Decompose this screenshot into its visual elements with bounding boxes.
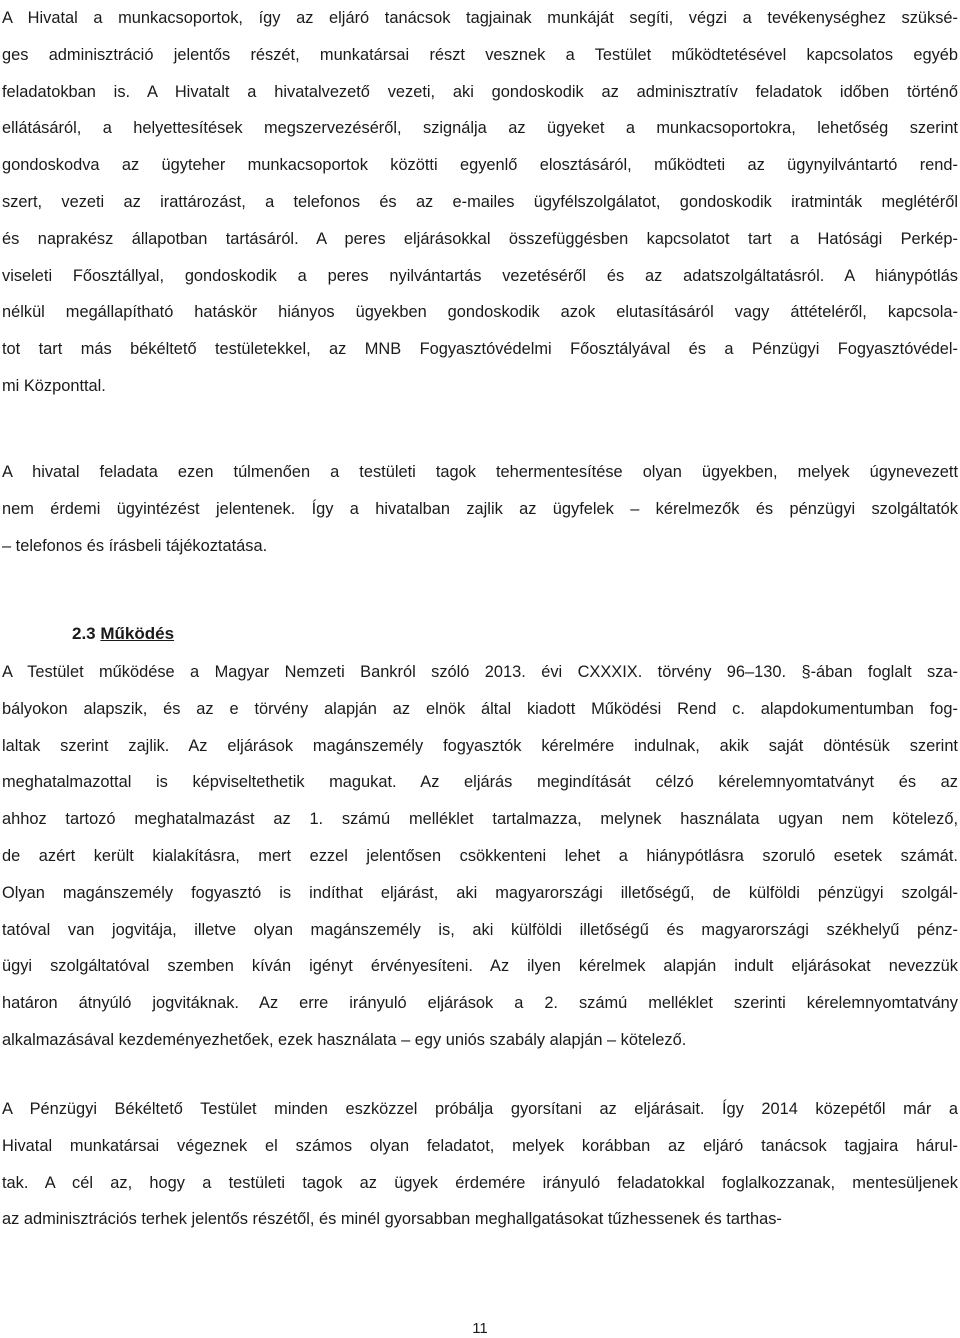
text-line: ellátásáról, a helyettesítések megszervezéséről, szignálja az ügyeket a munkacsoportokra, lehetőség szerint bbox=[2, 119, 958, 138]
text-line: de azért került kialakításra, mert ezzel jelentősen csökkenteni lehet a hiánypótlásra szoruló esetek számát. bbox=[2, 846, 958, 865]
text-line: alkalmazásával kezdeményezhetőek, ezek használata – egy uniós szabály alapján – kötelező. bbox=[2, 1030, 687, 1049]
text-line: tot tart más békéltető testületekkel, az MNB Fogyasztóvédelmi Főosztályával és a Pénzügyi Fogyasztóvédel- bbox=[2, 340, 958, 359]
text-line: meghatalmazottal is képviseltethetik magukat. Az eljárás megindítását célzó kérelemnyomtatványt és az bbox=[2, 773, 958, 792]
text-line: A Pénzügyi Békéltető Testület minden eszközzel próbálja gyorsítani az eljárásait. Így 2014 közepétől már a bbox=[2, 1100, 958, 1118]
text-line: tak. A cél az, hogy a testületi tagok az ügyek érdemére irányuló feladatokkal foglalkozzanak, mentesüljenek bbox=[2, 1173, 958, 1192]
paragraph-gyorsitas bbox=[2, 1091, 958, 1238]
text-line: gondoskodva az ügyteher munkacsoportok közötti egyenlő elosztásáról, működteti az ügynyilvántartó rend- bbox=[2, 156, 958, 175]
text-line: nem érdemi ügyintézést jelentenek. Így a hivatalban zajlik az ügyfelek – kérelmezők és pénzügyi szolgáltatók bbox=[2, 499, 958, 518]
text-line: ahhoz tartozó meghatalmazást az 1. számú melléklet tartalmazza, melynek használata ugyan nem kötelező, bbox=[2, 810, 958, 829]
paragraph-hivatal-tasks bbox=[2, 454, 958, 564]
section-heading bbox=[72, 616, 174, 652]
text-line: laltak szerint zajlik. Az eljárások magánszemély fogyasztók kérelmére indulnak, akik saját döntésük szerint bbox=[2, 736, 958, 755]
page-number: 11 bbox=[472, 1320, 488, 1337]
text-line: mi Központtal. bbox=[2, 376, 106, 395]
paragraph-hivatal-duties bbox=[2, 0, 958, 405]
text-line: feladatokban is. A Hivatalt a hivatalvezető vezeti, aki gondoskodik az adminisztratív feladatok időben történő bbox=[2, 82, 958, 101]
text-line: és naprakész állapotban tartásáról. A peres eljárásokkal összefüggésben kapcsolatot tart a Hatósági Perkép- bbox=[2, 229, 958, 248]
text-line: tatóval van jogvitája, illetve olyan magánszemély is, aki külföldi illetőségű és magyarországi székhelyű pénz- bbox=[2, 920, 958, 939]
text-line: bályokon alapszik, és az e törvény alapján az elnök által kiadott Működési Rend c. alapdokumentumban fog- bbox=[2, 699, 958, 718]
text-line: határon átnyúló jogvitáknak. Az erre irányuló eljárások a 2. számú melléklet szerinti kérelemnyomtatvány bbox=[2, 994, 958, 1013]
text-line: – telefonos és írásbeli tájékoztatása. bbox=[2, 536, 268, 555]
text-line: ügyi szolgáltatóval szemben kíván igényt érvényesíteni. Az ilyen kérelmek alapján indult eljárásokat nevezzük bbox=[2, 957, 958, 976]
text-line: szert, vezeti az irattározást, a telefonos és az e-mailes ügyfélszolgálatot, gondoskodik iratminták meglétéről bbox=[2, 192, 958, 211]
section-number: 2.3 bbox=[72, 624, 96, 643]
text-line: Hivatal munkatársai végeznek el számos olyan feladatot, melyek korábban az eljáró tanácsok tagjaira hárul- bbox=[2, 1136, 958, 1155]
text-line: viseleti Főosztállyal, gondoskodik a peres nyilvántartás vezetéséről és az adatszolgáltatásról. A hiánypótlás bbox=[2, 266, 958, 285]
paragraph-testulet-mukodese bbox=[2, 654, 958, 1059]
text-line: ges adminisztráció jelentős részét, munkatársai részt vesznek a Testület működtetésével kapcsolatos egyéb bbox=[2, 45, 958, 64]
text-line: A Hivatal a munkacsoportok, így az eljáró tanácsok tagjainak munkáját segíti, végzi a tevékenységhez szüksé- bbox=[2, 9, 958, 27]
text-line: A hivatal feladata ezen túlmenően a testületi tagok tehermentesítése olyan ügyekben, melyek úgynevezett bbox=[2, 463, 958, 481]
text-line: Olyan magánszemély fogyasztó is indíthat eljárást, aki magyarországi illetőségű, de külföldi pénzügyi szolgál- bbox=[2, 883, 958, 902]
text-line: az adminisztrációs terhek jelentős részétől, és minél gyorsabban meghallgatásokat tűzhessenek és tarthas- bbox=[2, 1210, 782, 1229]
text-line: nélkül megállapítható hatáskör hiányos ügyekben gondoskodik azok elutasításáról vagy áttételéről, kapcsola- bbox=[2, 303, 958, 322]
section-title: Működés bbox=[100, 624, 175, 643]
text-line: A Testület működése a Magyar Nemzeti Bankról szóló 2013. évi CXXXIX. törvény 96–130. §-ában foglalt sza- bbox=[2, 663, 958, 681]
